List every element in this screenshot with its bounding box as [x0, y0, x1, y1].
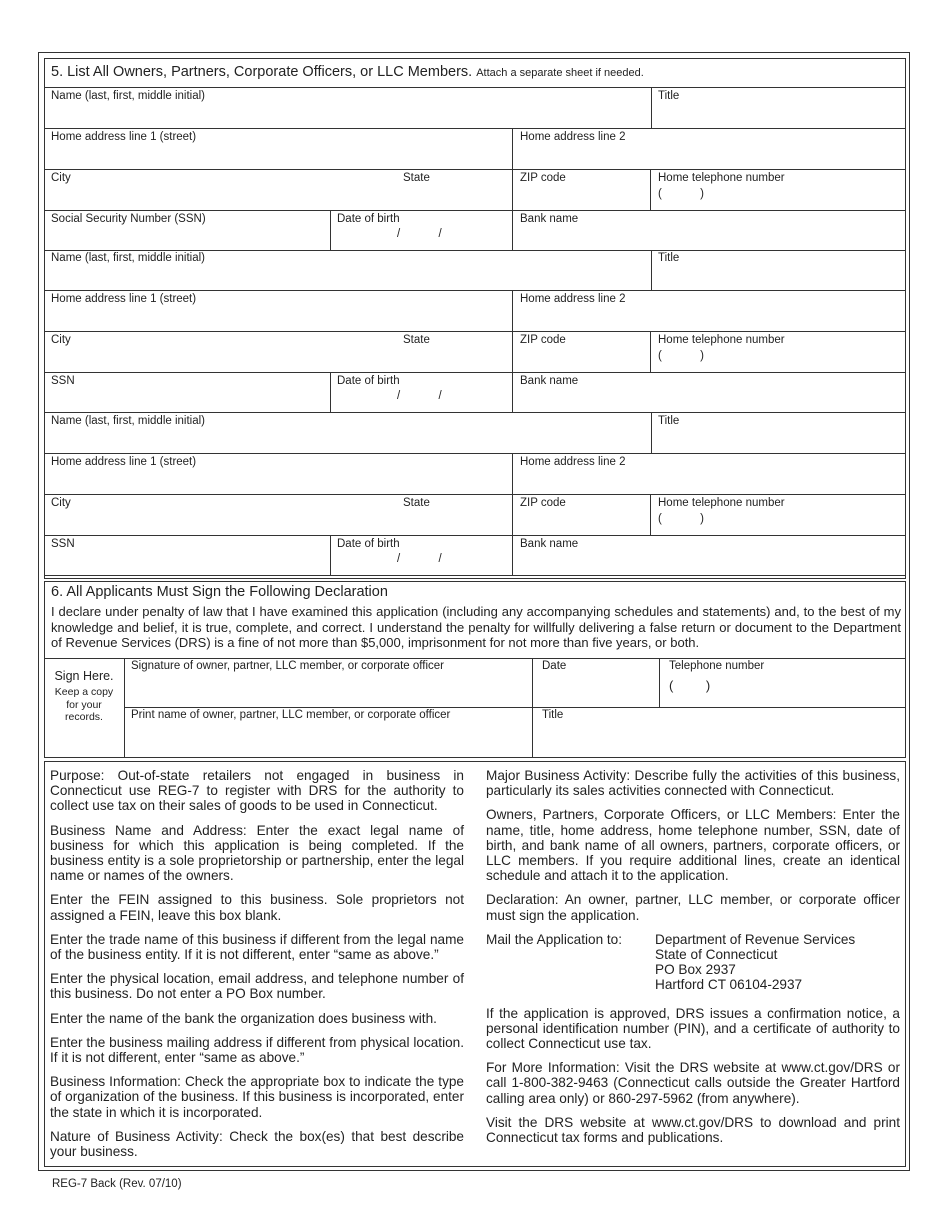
- address-line2-field[interactable]: [513, 454, 906, 495]
- section-5-title: [51, 64, 644, 80]
- bank-name-field[interactable]: [513, 211, 906, 251]
- instruction-paragraph: Owners, Partners, Corporate Officers, or LLC Members: Enter the name, title, home address, home telephone number, SSN, date of birth, and bank name of all owners, partners, corporate officers, or LLC members. If you require additional lines, create an identical schedule and attach it to the application.: [486, 807, 900, 884]
- city-field[interactable]: [44, 332, 513, 373]
- zip-label: ZIP code: [520, 172, 566, 184]
- home-phone-label: Home telephone number: [658, 497, 785, 509]
- title-field[interactable]: [532, 707, 906, 757]
- ssn-label: SSN: [51, 538, 75, 550]
- instruction-paragraph: Business Name and Address: Enter the exact legal name of business for which this application is being completed. If the business entity is a sole proprietorship or partnership, enter the legal name or names of the owners.: [50, 822, 464, 884]
- home-phone-label: Home telephone number: [658, 172, 785, 184]
- dob-label: Date of birth: [337, 538, 400, 550]
- home-phone-field[interactable]: [651, 332, 906, 373]
- mail-label: Mail the Application to:: [486, 931, 623, 947]
- owner-name-label: Name (last, first, middle initial): [51, 415, 206, 427]
- dob-separators: / /: [397, 390, 442, 402]
- address-line1-field[interactable]: [44, 454, 513, 495]
- address-line2-field[interactable]: [513, 129, 906, 170]
- zip-label: ZIP code: [520, 334, 566, 346]
- instruction-paragraph: Declaration: An owner, partner, LLC member, or corporate officer must sign the application.: [486, 892, 900, 923]
- dob-field[interactable]: [330, 536, 513, 576]
- instruction-paragraph: Enter the business mailing address if different from physical location. If it is not different, enter “same as above.”: [50, 1034, 464, 1066]
- telephone-field[interactable]: [660, 658, 906, 708]
- keep-copy-note: Keep a copy for your records.: [54, 686, 114, 723]
- owner-name-field[interactable]: [44, 413, 652, 454]
- mail-address-line: Hartford CT 06104-2937: [655, 977, 803, 993]
- signature-field[interactable]: [124, 658, 533, 708]
- ssn-label: Social Security Number (SSN): [51, 213, 206, 225]
- address-line1-field[interactable]: [44, 291, 513, 332]
- zip-field[interactable]: [513, 332, 651, 373]
- address-line2-label: Home address line 2: [520, 293, 626, 305]
- owner-title-field[interactable]: [651, 88, 906, 129]
- owner-name-field[interactable]: [44, 250, 652, 291]
- instruction-paragraph: Major Business Activity: Describe fully the activities of this business, particularly its sales activities connected with Connecticut.: [486, 768, 900, 799]
- bank-name-label: Bank name: [520, 538, 579, 550]
- address-line1-label: Home address line 1 (street): [51, 131, 197, 143]
- phone-paren: ( ): [658, 188, 704, 200]
- form-revision-footer: REG-7 Back (Rev. 07/10): [52, 1178, 182, 1190]
- address-line1-field[interactable]: [44, 129, 513, 170]
- instruction-paragraph: Enter the FEIN assigned to this business. Sole proprietors not assigned a FEIN, leave this box blank.: [50, 892, 464, 923]
- instruction-paragraph: If the application is approved, DRS issues a confirmation notice, a personal identification number (PIN), and a certificate of authority to collect Connecticut use tax.: [486, 1005, 900, 1052]
- zip-field[interactable]: [513, 495, 651, 536]
- telephone-paren: ( ): [669, 678, 711, 693]
- declaration-text: I declare under penalty of law that I have examined this application (including any accompanying schedules and statements) and, to the best of my knowledge and belief, it is true, complete, and correct. I understand the penalty for willfully delivering a false return or document to the Department of Revenue Services (DRS) is a fine of not more than $5,000, imprisonment for not more than five years, or both.: [51, 604, 901, 650]
- date-label: Date: [542, 660, 567, 672]
- instruction-paragraph: Enter the name of the bank the organization does business with.: [50, 1010, 437, 1026]
- instructions-right-bottom: [486, 1006, 900, 1146]
- address-line2-field[interactable]: [513, 291, 906, 332]
- home-phone-label: Home telephone number: [658, 334, 785, 346]
- owner-name-field[interactable]: [44, 88, 652, 129]
- mail-address: [655, 932, 855, 993]
- ssn-field[interactable]: [44, 373, 331, 413]
- instruction-paragraph: Nature of Business Activity: Check the box(es) that best describe your business.: [50, 1128, 464, 1160]
- home-phone-field[interactable]: [651, 170, 906, 211]
- instructions-right-top: [486, 768, 900, 923]
- mail-address-block: [486, 932, 900, 993]
- sign-here-label: [44, 669, 124, 724]
- bank-name-label: Bank name: [520, 375, 579, 387]
- instruction-paragraph: For More Information: Visit the DRS website at www.ct.gov/DRS or call 1-800-382-9463 (Connecticut calls outside the Greater Hartford calling area only) or 860-297-5962 (from anywhere).: [486, 1060, 900, 1106]
- dob-label: Date of birth: [337, 375, 400, 387]
- section-5-note: Attach a separate sheet if needed.: [476, 67, 644, 79]
- telephone-label: Telephone number: [669, 660, 765, 672]
- city-field[interactable]: [44, 495, 513, 536]
- bank-name-field[interactable]: [513, 373, 906, 413]
- dob-field[interactable]: [330, 211, 513, 251]
- state-label: State: [403, 334, 430, 346]
- print-name-label: Print name of owner, partner, LLC member, or corporate officer: [131, 709, 451, 721]
- owner-name-label: Name (last, first, middle initial): [51, 90, 206, 102]
- city-field[interactable]: [44, 170, 513, 211]
- title-label: Title: [542, 709, 564, 721]
- city-label: City: [51, 334, 71, 346]
- address-line1-label: Home address line 1 (street): [51, 456, 197, 468]
- sign-here-text: Sign Here.: [54, 669, 114, 683]
- owner-name-label: Name (last, first, middle initial): [51, 252, 206, 264]
- ssn-field[interactable]: [44, 536, 331, 576]
- bank-name-field[interactable]: [513, 536, 906, 576]
- instruction-paragraph: Purpose: Out-of-state retailers not engaged in business in Connecticut use REG-7 to register with DRS for the authority to collect use tax on their sales of goods to be used in Connecticut.: [50, 768, 464, 814]
- dob-label: Date of birth: [337, 213, 400, 225]
- city-label: City: [51, 172, 71, 184]
- bank-name-label: Bank name: [520, 213, 579, 225]
- phone-paren: ( ): [658, 350, 704, 362]
- instructions-right: [486, 768, 900, 1154]
- zip-field[interactable]: [513, 170, 651, 211]
- section-5-heading: 5. List All Owners, Partners, Corporate Officers, or LLC Members.: [51, 64, 473, 80]
- print-name-field[interactable]: [124, 707, 533, 757]
- instructions-left: [50, 768, 464, 1168]
- instruction-paragraph: Visit the DRS website at www.ct.gov/DRS to download and print Connecticut tax forms and publications.: [486, 1114, 900, 1146]
- date-field[interactable]: [532, 658, 660, 708]
- city-label: City: [51, 497, 71, 509]
- mail-address-line: PO Box 2937: [655, 962, 736, 978]
- address-line2-label: Home address line 2: [520, 131, 626, 143]
- address-line1-label: Home address line 1 (street): [51, 293, 197, 305]
- dob-field[interactable]: [330, 373, 513, 413]
- owner-title-label: Title: [658, 252, 680, 264]
- owner-title-label: Title: [658, 415, 680, 427]
- section-6-title: 6. All Applicants Must Sign the Following Declaration: [51, 584, 388, 600]
- state-label: State: [403, 172, 430, 184]
- dob-separators: / /: [397, 228, 442, 240]
- instruction-paragraph: Enter the physical location, email address, and telephone number of this business. Do not enter a PO Box number.: [50, 971, 464, 1002]
- instruction-paragraph: Business Information: Check the appropriate box to indicate the type of organization of the business. If this business is incorporated, enter the state in which it is incorporated.: [50, 1074, 464, 1120]
- home-phone-field[interactable]: [651, 495, 906, 536]
- ssn-label: SSN: [51, 375, 75, 387]
- zip-label: ZIP code: [520, 497, 566, 509]
- address-line2-label: Home address line 2: [520, 456, 626, 468]
- owner-title-label: Title: [658, 90, 680, 102]
- instruction-paragraph: Enter the trade name of this business if different from the legal name of the business entity. If it is not different, enter “same as above.”: [50, 931, 464, 963]
- mail-address-line: Department of Revenue Services: [655, 931, 856, 947]
- mail-address-line: State of Connecticut: [655, 947, 778, 963]
- owner-title-field[interactable]: [651, 413, 906, 454]
- state-label: State: [403, 497, 430, 509]
- phone-paren: ( ): [658, 513, 704, 525]
- signature-label: Signature of owner, partner, LLC member, or corporate officer: [131, 660, 445, 672]
- owner-title-field[interactable]: [651, 250, 906, 291]
- dob-separators: / /: [397, 553, 442, 565]
- ssn-field[interactable]: [44, 211, 331, 251]
